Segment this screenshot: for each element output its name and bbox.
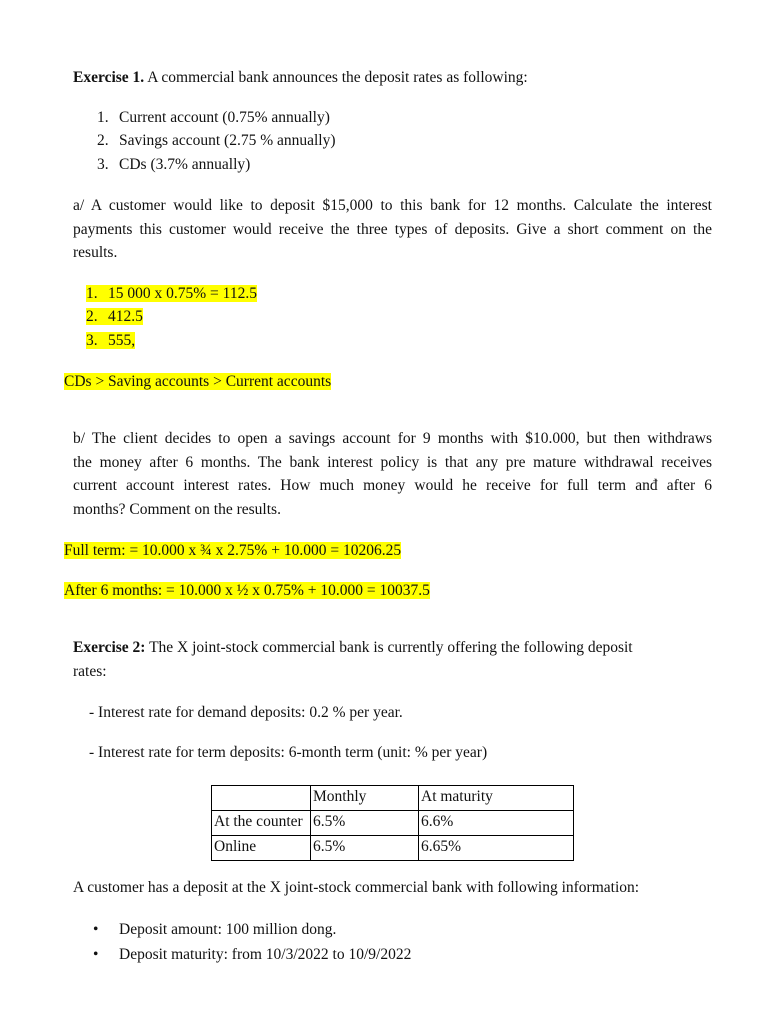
table-row: [212, 811, 574, 836]
rate-text: CDs (3.7% annually): [119, 156, 251, 173]
question-a-line: payments this customer would receive the three types of deposits. Give a short comment on the: [73, 221, 712, 238]
table-header: Monthly: [311, 786, 419, 811]
rate-list-item: 1. Current account (0.75% annually): [97, 109, 330, 126]
exercise-2-label: Exercise 2:: [73, 639, 146, 656]
exercise-1-label: Exercise 1.: [73, 69, 145, 86]
exercise-2-intro-cont: rates:: [73, 663, 107, 680]
rate-list-item: 3. CDs (3.7% annually): [97, 156, 251, 173]
after-6-months-answer: After 6 months: = 10.000 x ½ x 0.75% + 10.000 = 10037.5: [64, 582, 430, 599]
rate-text: Current account (0.75% annually): [119, 109, 330, 126]
exercise-2-heading: [73, 639, 633, 657]
deposit-rates-table: [211, 785, 574, 861]
answer-text: 15 000 x 0.75% = 112.5: [108, 285, 257, 302]
bullet-item: [93, 946, 411, 964]
question-b-line: b/ The client decides to open a savings account for 9 months with $10.000, but then withdraws: [73, 430, 712, 447]
table-header-row: [212, 786, 574, 811]
table-cell: 6.6%: [419, 811, 574, 836]
question-b-line: the money after 6 months. The bank interest policy is that any pre mature withdrawal receives: [73, 454, 712, 471]
bullet-text: Deposit amount: 100 million dong.: [119, 921, 337, 938]
exercise-1-intro: A commercial bank announces the deposit rates as following:: [147, 69, 528, 86]
answer-item: 2. 412.5: [86, 308, 143, 325]
exercise-1-heading: [73, 69, 528, 87]
bullet-item: [93, 921, 336, 939]
rate-text: Savings account (2.75 % annually): [119, 132, 336, 149]
exercise-2-intro: The X joint-stock commercial bank is currently offering the following deposit: [149, 639, 633, 656]
customer-info-intro: A customer has a deposit at the X joint-stock commercial bank with following information:: [73, 879, 640, 896]
table-cell: 6.5%: [311, 811, 419, 836]
table-cell: 6.65%: [419, 836, 574, 861]
answer-item: 1. 15 000 x 0.75% = 112.5: [86, 285, 257, 302]
answer-text: 412.5: [108, 308, 143, 325]
bullet-icon: •: [93, 921, 99, 938]
comparison-answer: CDs > Saving accounts > Current accounts: [64, 373, 332, 390]
table-cell: [212, 786, 311, 811]
demand-deposit-rate: - Interest rate for demand deposits: 0.2 % per year.: [89, 704, 403, 721]
table-cell: 6.5%: [311, 836, 419, 861]
question-a-line: results.: [73, 244, 118, 261]
bullet-text: Deposit maturity: from 10/3/2022 to 10/9/2022: [119, 946, 412, 963]
rate-list-item: 2. Savings account (2.75 % annually): [97, 132, 336, 149]
term-deposit-rate: - Interest rate for term deposits: 6-month term (unit: % per year): [89, 744, 488, 761]
answer-text: 555,: [108, 332, 136, 349]
full-term-answer: Full term: = 10.000 x ¾ x 2.75% + 10.000 = 10206.25: [64, 542, 402, 559]
table-row: [212, 836, 574, 861]
answer-item: 3. 555,: [86, 332, 136, 349]
bullet-icon: •: [93, 946, 99, 963]
table-cell: Online: [212, 836, 311, 861]
question-b-line: months? Comment on the results.: [73, 501, 281, 518]
table-cell: At the counter: [212, 811, 311, 836]
table-header: At maturity: [419, 786, 574, 811]
question-a-line: a/ A customer would like to deposit $15,000 to this bank for 12 months. Calculate the interest: [73, 197, 712, 214]
question-b-line: current account interest rates. How much money would he receive for full term anđ after 6: [73, 477, 712, 494]
